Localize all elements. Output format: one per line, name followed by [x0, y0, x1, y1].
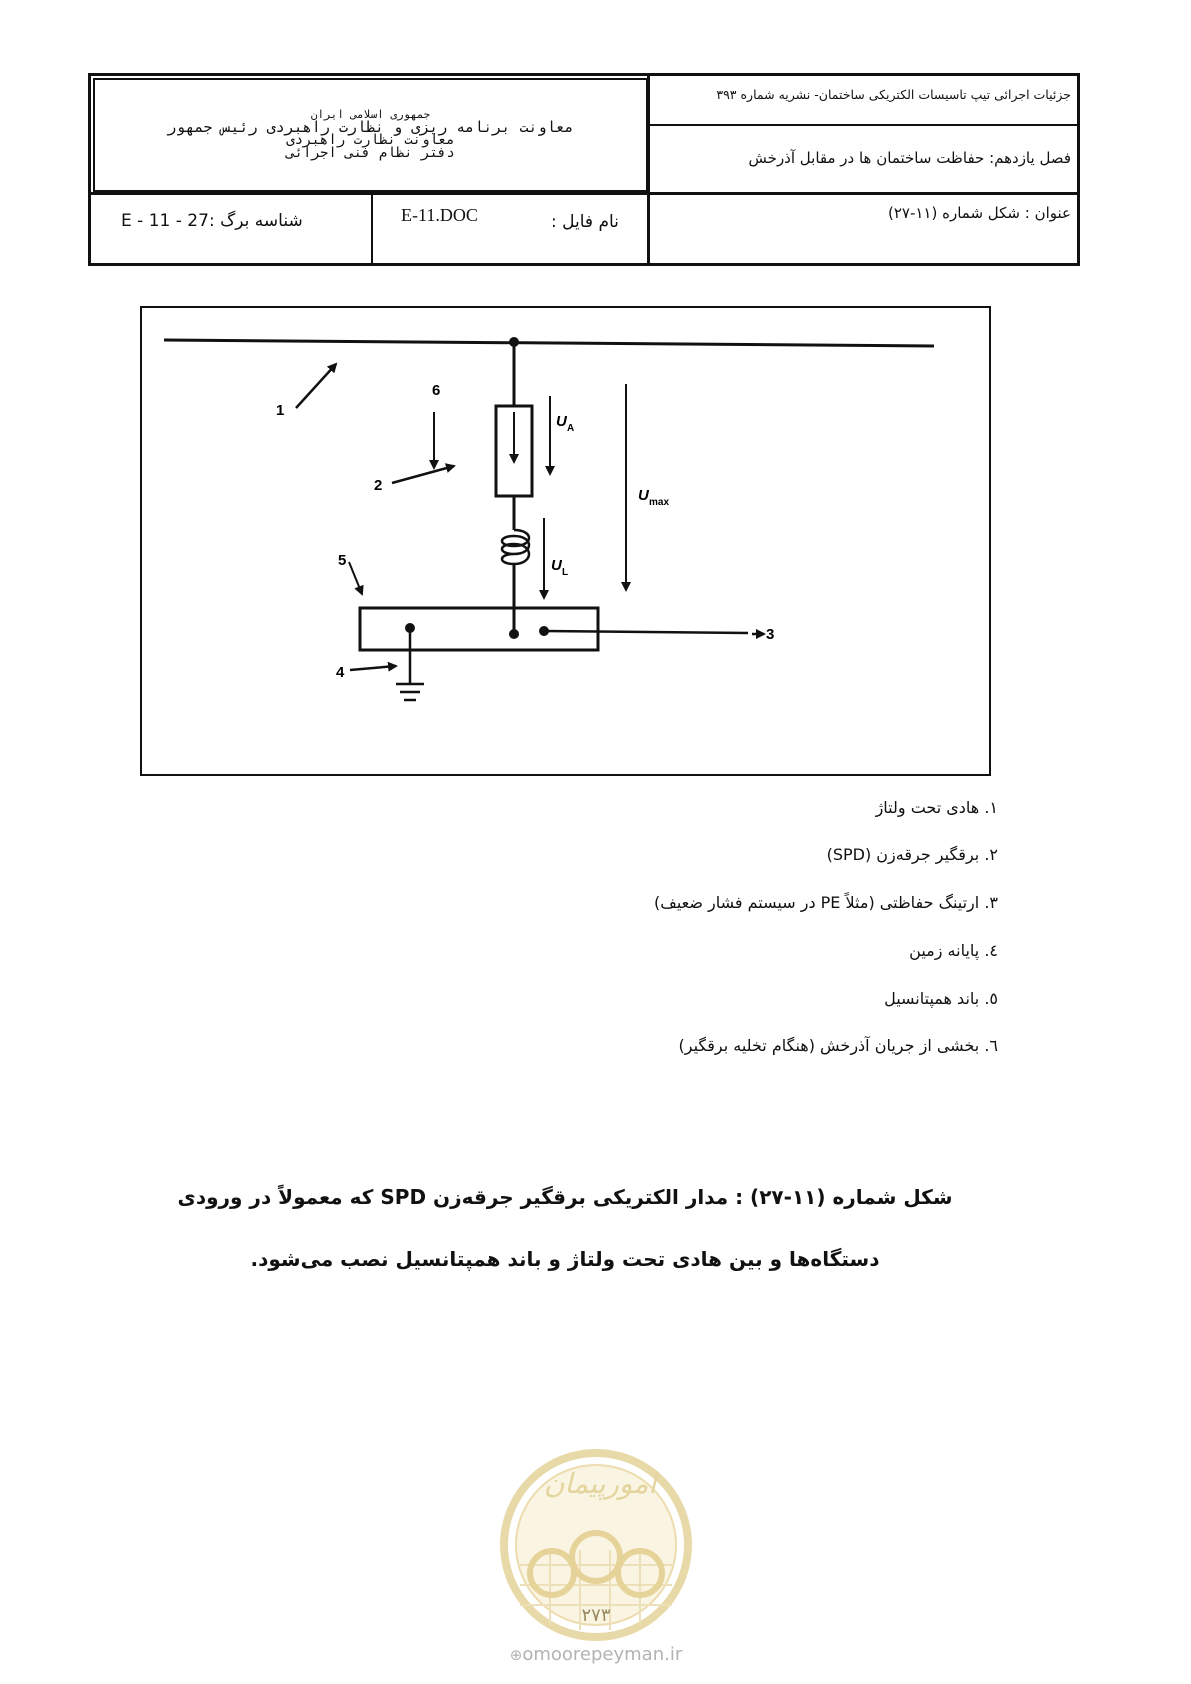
- watermark-logo: [480, 1445, 712, 1677]
- globe-icon: ⊕: [509, 1646, 523, 1664]
- label-1: 1: [276, 402, 285, 419]
- label-ul: U: [551, 557, 562, 574]
- legend-item: ۱. هادی تحت ولتاژ: [875, 798, 998, 817]
- figure-caption-line: شکل شماره (۱۱-۲۷) : مدار الکتریکی برقگیر جرقه‌زن SPD که معمولاً در ورودی: [177, 1185, 953, 1209]
- pointer-arrow-1: [296, 364, 336, 408]
- diagram-frame: [140, 306, 991, 776]
- inductor-coil: [502, 530, 529, 564]
- sheet-id: شناسه برگ :27 - 11 - E: [121, 211, 303, 231]
- legend-item: ٦. بخشی از جریان آذرخش (هنگام تخلیه برقگیر): [678, 1036, 998, 1055]
- organization-block: [93, 78, 648, 192]
- org-line: جمهوری اسلامی ایران: [310, 108, 431, 121]
- header-table: [88, 73, 1080, 266]
- chapter-title: فصل یازدهم: حفاظت ساختمان ها در مقابل آذرخش: [748, 149, 1071, 167]
- legend-item: ٥. باند همپتانسیل: [884, 989, 998, 1008]
- watermark-url: [480, 1644, 712, 1665]
- publication-title: جزئیات اجرائی تیپ تاسیسات الکتریکی ساختمان- نشریه شماره ۳۹۳: [716, 87, 1071, 102]
- label-6: 6: [432, 382, 441, 399]
- pointer-arrow-2: [392, 466, 454, 483]
- spd-circuit-diagram: [142, 308, 989, 774]
- org-line: دفتر نظام فنی اجرائی: [286, 145, 455, 161]
- label-umax: U: [638, 487, 649, 504]
- live-conductor: [164, 340, 934, 346]
- label-5: 5: [338, 552, 347, 569]
- divider: [371, 195, 373, 263]
- legend-item: ٤. پایانه زمین: [909, 941, 998, 960]
- file-label: نام فایل :: [551, 212, 619, 232]
- legend-item: ۳. ارتینگ حفاظتی (مثلاً PE در سیستم فشار ضعیف): [654, 893, 998, 912]
- divider: [650, 124, 1080, 126]
- org-line: معاونت برنامه ریزی و نظارت راهبردی رئیس جمهور: [167, 118, 574, 136]
- file-value: E-11.DOC: [401, 205, 478, 225]
- figure-caption-line: دستگاه‌ها و بین هادی تحت ولتاژ و باند همپتانسیل نصب می‌شود.: [250, 1247, 880, 1271]
- label-ua: U: [556, 413, 567, 430]
- label-ul-sub: L: [562, 567, 569, 578]
- org-line: معاونت نظارت راهبردی: [286, 132, 455, 148]
- label-ua-sub: A: [567, 423, 575, 434]
- junction-dot: [509, 629, 519, 639]
- label-4: 4: [336, 664, 345, 681]
- label-umax-sub: max: [649, 497, 670, 508]
- pointer-arrow-5: [349, 562, 362, 594]
- label-2: 2: [374, 477, 383, 494]
- watermark-url-text: omoorepeyman.ir: [522, 1644, 683, 1665]
- divider: [91, 192, 1080, 195]
- equipotential-bar: [360, 608, 598, 650]
- figure-title: عنوان : شکل شماره (۱۱-۲۷): [887, 204, 1071, 222]
- watermark-text: امورپیمان: [543, 1467, 657, 1500]
- pe-conductor: [544, 631, 748, 633]
- page-number: ۲۷۳: [581, 1605, 611, 1626]
- pointer-arrow-4: [350, 666, 396, 670]
- label-3: 3: [766, 626, 775, 643]
- legend-item: ۲. برقگیر جرقه‌زن (SPD): [826, 845, 998, 864]
